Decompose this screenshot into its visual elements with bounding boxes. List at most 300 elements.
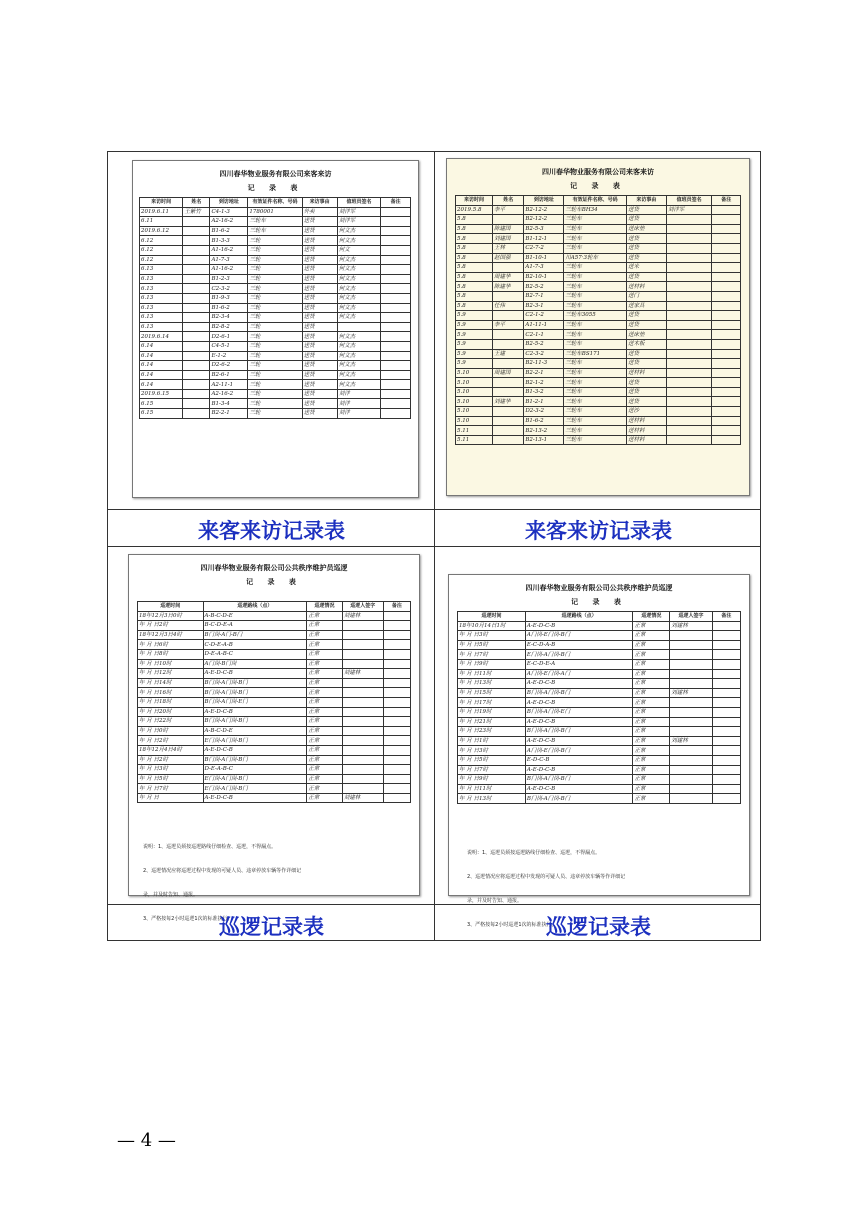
table-cell: 三轮 bbox=[248, 284, 302, 294]
table-cell bbox=[666, 349, 712, 359]
table-cell: 2019.6.12 bbox=[140, 226, 183, 236]
table-cell: 三轮车 bbox=[564, 339, 627, 349]
table-cell: 6.13 bbox=[140, 293, 183, 303]
table-cell: 正常 bbox=[307, 784, 342, 794]
table-cell: B门岗-A门岗-E门 bbox=[525, 707, 633, 717]
table-cell: 5.9 bbox=[456, 349, 493, 359]
table-row bbox=[140, 409, 411, 419]
table-cell: 年 月 日1时 bbox=[458, 736, 526, 746]
table-cell bbox=[666, 253, 712, 263]
table-cell bbox=[342, 640, 383, 650]
table-cell: 年 月 日11时 bbox=[458, 784, 526, 794]
table-cell: 正常 bbox=[633, 736, 670, 746]
table-cell: 送货 bbox=[626, 311, 666, 321]
table-cell: 正常 bbox=[633, 727, 670, 737]
table-row bbox=[138, 755, 411, 765]
table-cell: B2-10-1 bbox=[524, 272, 564, 282]
table-row bbox=[140, 332, 411, 342]
table-cell: 刘洋军 bbox=[666, 205, 712, 215]
table-cell bbox=[337, 322, 380, 332]
table-cell bbox=[381, 370, 411, 380]
table-cell: 送货 bbox=[302, 226, 337, 236]
table-cell bbox=[183, 341, 210, 351]
table-cell: 何文杰 bbox=[337, 265, 380, 275]
table-cell: 何文杰 bbox=[337, 226, 380, 236]
table-cell bbox=[183, 351, 210, 361]
table-cell: 三轮 bbox=[248, 380, 302, 390]
table-cell: 何文杰 bbox=[337, 351, 380, 361]
table-row bbox=[456, 416, 741, 426]
table-cell bbox=[493, 387, 524, 397]
table-cell: E门岗-A门岗-B门 bbox=[525, 650, 633, 660]
table-cell bbox=[670, 659, 712, 669]
table-cell: B门岗-A门岗-B门 bbox=[525, 727, 633, 737]
table-cell bbox=[381, 361, 411, 371]
table-cell: B1-3-3 bbox=[210, 236, 248, 246]
table-cell bbox=[493, 426, 524, 436]
table-cell bbox=[383, 688, 410, 698]
table-header-row bbox=[138, 602, 411, 612]
table-cell: 刘洋军 bbox=[337, 207, 380, 217]
patrol-form-title: 四川春华物业服务有限公司公共秩序维护员巡逻 bbox=[200, 564, 348, 572]
table-cell: 正常 bbox=[307, 688, 342, 698]
column-header: 来访时间 bbox=[140, 198, 183, 208]
table-cell bbox=[183, 399, 210, 409]
table-cell: 年 月 日3时 bbox=[458, 631, 526, 641]
table-cell bbox=[670, 784, 712, 794]
table-row bbox=[458, 650, 741, 660]
table-cell: B2-7-1 bbox=[524, 291, 564, 301]
column-header: 巡逻时间 bbox=[458, 612, 526, 622]
table-row bbox=[140, 293, 411, 303]
table-cell bbox=[493, 339, 524, 349]
table-row bbox=[140, 217, 411, 227]
table-cell: 送货 bbox=[302, 351, 337, 361]
table-cell bbox=[712, 301, 741, 311]
table-cell: 5.8 bbox=[456, 291, 493, 301]
table-cell bbox=[712, 205, 741, 215]
caption-visitor-left: 来客来访记录表 bbox=[198, 518, 345, 543]
table-cell: 正常 bbox=[633, 650, 670, 660]
table-cell: 年 月 日14时 bbox=[138, 678, 204, 688]
table-cell: 送货 bbox=[302, 399, 337, 409]
table-cell: B2-8-2 bbox=[210, 322, 248, 332]
table-cell: 年 月 日5时 bbox=[138, 774, 204, 784]
column-header: 备注 bbox=[381, 198, 411, 208]
table-cell: 送货 bbox=[302, 236, 337, 246]
patrol-scan-left bbox=[128, 554, 420, 922]
table-cell bbox=[381, 284, 411, 294]
table-cell bbox=[183, 322, 210, 332]
table-cell: 送货 bbox=[302, 293, 337, 303]
table-cell bbox=[712, 387, 741, 397]
table-cell: 三轮车 bbox=[564, 426, 627, 436]
table-cell: 送货 bbox=[302, 361, 337, 371]
table-cell: 2019.6.15 bbox=[140, 389, 183, 399]
table-cell: C4-1-3 bbox=[210, 207, 248, 217]
table-cell: B2-12-2 bbox=[524, 205, 564, 215]
table-cell: 送床垫 bbox=[626, 330, 666, 340]
table-cell: 正常 bbox=[633, 640, 670, 650]
table-cell: 三轮车 bbox=[564, 215, 627, 225]
table-row bbox=[458, 746, 741, 756]
table-cell: D2-3-2 bbox=[524, 407, 564, 417]
table-cell bbox=[712, 679, 740, 689]
table-cell bbox=[383, 630, 410, 640]
table-cell bbox=[342, 659, 383, 669]
table-cell: 三轮 bbox=[248, 322, 302, 332]
table-cell: 三轮车 bbox=[564, 263, 627, 273]
table-row bbox=[140, 207, 411, 217]
table-cell: 送货 bbox=[302, 245, 337, 255]
table-cell: B2-2-1 bbox=[210, 409, 248, 419]
table-cell bbox=[666, 397, 712, 407]
table-cell: D-E-A-B-C bbox=[203, 649, 307, 659]
table-cell bbox=[383, 745, 410, 755]
table-cell bbox=[381, 265, 411, 275]
table-cell bbox=[383, 649, 410, 659]
patrol-note-4: 3、严格按每2小时巡逻1次的标准执行。 bbox=[143, 916, 233, 922]
table-cell: A门岗-E门岗-A门 bbox=[525, 669, 633, 679]
table-cell: 周建国 bbox=[493, 368, 524, 378]
table-cell: C2-7-2 bbox=[524, 243, 564, 253]
table-cell: B1-3-4 bbox=[210, 399, 248, 409]
table-cell: 正常 bbox=[633, 765, 670, 775]
table-cell: 年 月 日13时 bbox=[458, 679, 526, 689]
table-cell: 6.14 bbox=[140, 341, 183, 351]
table-cell bbox=[383, 793, 410, 803]
table-cell bbox=[383, 611, 410, 621]
table-cell: A门岗-B门岗 bbox=[203, 659, 307, 669]
table-cell: 送材料 bbox=[626, 426, 666, 436]
table-cell bbox=[342, 736, 383, 746]
table-cell: 三轮车 bbox=[564, 301, 627, 311]
table-cell bbox=[342, 697, 383, 707]
table-cell: 5.8 bbox=[456, 224, 493, 234]
table-cell bbox=[381, 389, 411, 399]
table-row bbox=[138, 621, 411, 631]
table-cell: 王建 bbox=[493, 349, 524, 359]
column-header: 姓名 bbox=[493, 196, 524, 206]
table-cell: 年 月 日23时 bbox=[458, 727, 526, 737]
table-row bbox=[458, 659, 741, 669]
table-cell: B1-10-1 bbox=[524, 253, 564, 263]
table-cell bbox=[493, 378, 524, 388]
table-cell: 何文杰 bbox=[337, 284, 380, 294]
table-cell: 正常 bbox=[307, 630, 342, 640]
table-cell bbox=[670, 698, 712, 708]
table-cell: 送货 bbox=[626, 359, 666, 369]
table-cell: 刘洋军 bbox=[337, 217, 380, 227]
table-cell: 送货 bbox=[626, 387, 666, 397]
table-cell bbox=[670, 650, 712, 660]
table-cell: 5.8 bbox=[456, 215, 493, 225]
table-cell bbox=[493, 291, 524, 301]
table-cell: 送材料 bbox=[626, 368, 666, 378]
table-row bbox=[458, 640, 741, 650]
table-cell bbox=[712, 631, 740, 641]
table-cell: B门岗-A门岗-B门 bbox=[525, 688, 633, 698]
table-cell: 送材料 bbox=[626, 416, 666, 426]
table-cell: 1780001 bbox=[248, 207, 302, 217]
table-cell: 18年12月4日4时 bbox=[138, 745, 204, 755]
table-cell bbox=[712, 640, 740, 650]
table-cell bbox=[670, 775, 712, 785]
table-cell: 三轮 bbox=[248, 265, 302, 275]
table-cell bbox=[666, 387, 712, 397]
table-row bbox=[138, 745, 411, 755]
table-cell: 何文杰 bbox=[337, 274, 380, 284]
table-cell bbox=[666, 378, 712, 388]
table-cell: B1-3-2 bbox=[524, 387, 564, 397]
table-cell: 6.13 bbox=[140, 265, 183, 275]
table-cell bbox=[383, 621, 410, 631]
table-cell: 2019.6.11 bbox=[140, 207, 183, 217]
table-cell bbox=[670, 755, 712, 765]
table-cell bbox=[712, 765, 740, 775]
table-cell: 正常 bbox=[633, 775, 670, 785]
table-cell: 三轮车 bbox=[564, 368, 627, 378]
table-cell: 送货 bbox=[626, 397, 666, 407]
table-cell: 5.10 bbox=[456, 416, 493, 426]
table-cell: 何文杰 bbox=[337, 236, 380, 246]
table-row bbox=[140, 303, 411, 313]
table-cell: 年 月 日3时 bbox=[138, 765, 204, 775]
column-header: 有效证件名称、号码 bbox=[248, 198, 302, 208]
table-cell: 刘建华 bbox=[493, 397, 524, 407]
table-cell bbox=[712, 746, 740, 756]
patrol-note-2: 2、巡逻情况应将巡逻过程中发现的可疑人员、违章停放车辆等作详细记 bbox=[143, 868, 302, 874]
table-cell: 刘建国 bbox=[493, 234, 524, 244]
table-cell: 三轮 bbox=[248, 245, 302, 255]
table-cell: 年 月 日12时 bbox=[138, 669, 204, 679]
table-cell bbox=[383, 765, 410, 775]
table-cell bbox=[712, 650, 740, 660]
table-cell: C2-1-1 bbox=[524, 330, 564, 340]
table-cell: 5.10 bbox=[456, 378, 493, 388]
table-cell: 送货 bbox=[302, 313, 337, 323]
table-cell bbox=[712, 688, 740, 698]
table-cell bbox=[183, 265, 210, 275]
visitor-table-right bbox=[455, 195, 741, 445]
table-cell bbox=[493, 359, 524, 369]
table-cell bbox=[342, 745, 383, 755]
table-cell: 何文杰 bbox=[337, 303, 380, 313]
table-cell: 年 月 日 bbox=[138, 793, 204, 803]
table-cell: 三轮车 bbox=[564, 320, 627, 330]
table-cell: A门岗-E门岗-B门 bbox=[525, 746, 633, 756]
table-cell: B1-6-2 bbox=[210, 226, 248, 236]
table-row bbox=[140, 399, 411, 409]
table-cell: 5.11 bbox=[456, 435, 493, 445]
table-cell bbox=[342, 774, 383, 784]
table-cell: A2-16-2 bbox=[210, 389, 248, 399]
table-cell bbox=[712, 282, 741, 292]
table-row bbox=[138, 640, 411, 650]
table-cell bbox=[670, 765, 712, 775]
table-cell: 何文 bbox=[337, 245, 380, 255]
table-cell: A-E-D-C-B bbox=[525, 621, 633, 631]
table-cell: 年 月 日17时 bbox=[458, 698, 526, 708]
table-cell: 何文杰 bbox=[337, 370, 380, 380]
table-cell: 陈建国 bbox=[493, 224, 524, 234]
table-cell: B门岗-A门-B门 bbox=[203, 630, 307, 640]
table-row bbox=[138, 717, 411, 727]
table-cell: 正常 bbox=[307, 611, 342, 621]
table-row bbox=[456, 378, 741, 388]
page-number: — 4 — bbox=[117, 1130, 176, 1151]
table-cell: B1-6-2 bbox=[210, 303, 248, 313]
table-cell: B1-2-3 bbox=[210, 274, 248, 284]
table-cell bbox=[383, 717, 410, 727]
table-cell: A2-16-2 bbox=[210, 217, 248, 227]
table-cell: 年 月 日16时 bbox=[138, 688, 204, 698]
table-cell bbox=[712, 234, 741, 244]
table-row bbox=[458, 736, 741, 746]
visitor-form-subtitle: 记 录 表 bbox=[570, 182, 626, 190]
table-cell: 何文杰 bbox=[337, 255, 380, 265]
table-cell: 5.9 bbox=[456, 320, 493, 330]
table-cell: 年 月 日13时 bbox=[458, 794, 526, 804]
table-header-row bbox=[458, 612, 741, 622]
table-row bbox=[458, 784, 741, 794]
table-cell bbox=[712, 621, 740, 631]
table-cell bbox=[666, 435, 712, 445]
table-cell: 6.11 bbox=[140, 217, 183, 227]
table-cell: 送货 bbox=[626, 272, 666, 282]
table-cell: 送米 bbox=[626, 263, 666, 273]
table-row bbox=[138, 707, 411, 717]
patrol-note-1: 说明：1、巡逻员须按巡逻路线仔细检查、巡逻，不得漏点。 bbox=[467, 850, 601, 856]
table-row bbox=[458, 775, 741, 785]
table-row bbox=[138, 765, 411, 775]
table-cell: 5.9 bbox=[456, 330, 493, 340]
table-cell bbox=[381, 332, 411, 342]
table-cell: 三轮车 bbox=[564, 397, 627, 407]
table-cell: 5.8 bbox=[456, 253, 493, 263]
table-cell: B门岗-A门岗-B门 bbox=[203, 755, 307, 765]
table-cell bbox=[183, 245, 210, 255]
table-cell: 三轮车 bbox=[248, 226, 302, 236]
table-cell bbox=[383, 640, 410, 650]
table-cell: 正常 bbox=[307, 736, 342, 746]
table-cell: 正常 bbox=[307, 697, 342, 707]
table-cell bbox=[670, 669, 712, 679]
table-cell: C-D-E-A-B bbox=[203, 640, 307, 650]
table-cell: 5.8 bbox=[456, 301, 493, 311]
table-cell: 送货 bbox=[302, 409, 337, 419]
table-cell: 5.10 bbox=[456, 387, 493, 397]
table-cell bbox=[712, 707, 740, 717]
table-row bbox=[456, 435, 741, 445]
table-cell: A2-11-1 bbox=[210, 380, 248, 390]
table-cell: 年 月 日21时 bbox=[458, 717, 526, 727]
table-cell: 正常 bbox=[307, 745, 342, 755]
caption-patrol-left: 巡逻记录表 bbox=[219, 914, 324, 939]
table-cell bbox=[493, 215, 524, 225]
column-header: 备注 bbox=[712, 612, 740, 622]
table-cell: 年 月 日9时 bbox=[458, 659, 526, 669]
table-cell: C2-3-2 bbox=[524, 349, 564, 359]
table-cell bbox=[712, 311, 741, 321]
table-cell bbox=[183, 217, 210, 227]
table-cell: 刘建林 bbox=[342, 669, 383, 679]
table-cell: 6.13 bbox=[140, 313, 183, 323]
table-cell bbox=[712, 320, 741, 330]
table-cell bbox=[383, 726, 410, 736]
table-cell: 三轮车 bbox=[564, 378, 627, 388]
table-cell: 三轮车 bbox=[564, 224, 627, 234]
table-row bbox=[138, 688, 411, 698]
table-cell bbox=[381, 255, 411, 265]
table-cell: E-C-D-E-A bbox=[525, 659, 633, 669]
table-cell: 年 月 日7时 bbox=[458, 650, 526, 660]
table-cell: B2-13-2 bbox=[524, 426, 564, 436]
table-cell: 三轮车 bbox=[564, 387, 627, 397]
table-cell bbox=[493, 263, 524, 273]
table-cell: A-E-D-C-B bbox=[203, 669, 307, 679]
table-cell: 18年12月3日4时 bbox=[138, 630, 204, 640]
table-row bbox=[456, 234, 741, 244]
table-row bbox=[456, 426, 741, 436]
table-cell: A1-11-1 bbox=[524, 320, 564, 330]
table-cell: 6.14 bbox=[140, 351, 183, 361]
table-cell: 三轮车 bbox=[564, 330, 627, 340]
table-cell: 三轮车3055 bbox=[564, 311, 627, 321]
table-cell: 年 月 日5时 bbox=[458, 640, 526, 650]
table-cell bbox=[666, 339, 712, 349]
table-cell bbox=[381, 313, 411, 323]
table-cell bbox=[712, 784, 740, 794]
table-cell bbox=[712, 727, 740, 737]
table-cell bbox=[712, 253, 741, 263]
table-cell bbox=[383, 774, 410, 784]
table-cell: 三轮 bbox=[248, 341, 302, 351]
table-cell bbox=[493, 435, 524, 445]
table-row bbox=[140, 245, 411, 255]
table-cell: 5.10 bbox=[456, 397, 493, 407]
table-cell bbox=[381, 293, 411, 303]
table-cell bbox=[342, 630, 383, 640]
patrol-note-1: 说明：1、巡逻员须按巡逻路线仔细检查、巡逻，不得漏点。 bbox=[143, 844, 277, 850]
column-header: 来访事由 bbox=[302, 198, 337, 208]
table-cell: E门岗-A门岗-B门 bbox=[203, 784, 307, 794]
table-cell: 送货 bbox=[302, 217, 337, 227]
table-cell bbox=[383, 697, 410, 707]
table-row bbox=[456, 301, 741, 311]
table-cell: 送货 bbox=[302, 380, 337, 390]
table-row bbox=[456, 263, 741, 273]
table-cell: 三轮 bbox=[248, 389, 302, 399]
table-cell bbox=[183, 293, 210, 303]
table-cell bbox=[712, 407, 741, 417]
table-cell bbox=[712, 698, 740, 708]
table-cell bbox=[712, 775, 740, 785]
table-cell: 正常 bbox=[633, 688, 670, 698]
table-row bbox=[456, 349, 741, 359]
table-cell bbox=[383, 784, 410, 794]
table-cell: 送货 bbox=[302, 389, 337, 399]
table-cell: 何文杰 bbox=[337, 361, 380, 371]
table-cell: 陈建华 bbox=[493, 282, 524, 292]
table-cell: B-C-D-E-A bbox=[203, 621, 307, 631]
table-cell bbox=[342, 765, 383, 775]
table-cell bbox=[666, 215, 712, 225]
table-row bbox=[458, 698, 741, 708]
table-row bbox=[140, 313, 411, 323]
table-row bbox=[138, 630, 411, 640]
table-cell bbox=[493, 311, 524, 321]
